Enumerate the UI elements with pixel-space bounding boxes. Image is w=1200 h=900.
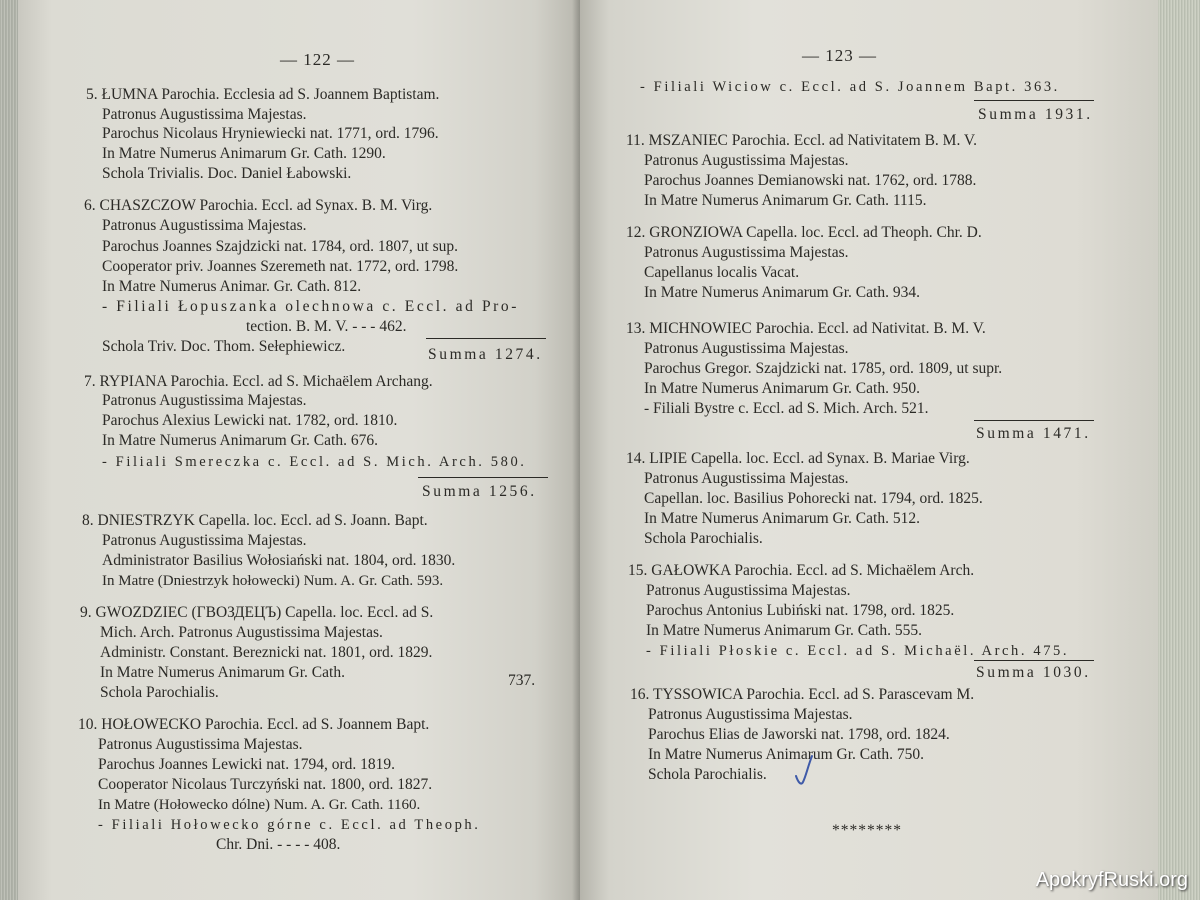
entry-8-line-2: Patronus Augustissima Majestas. [102,532,307,549]
entry-13-line-1: 13. MICHNOWIEC Parochia. Eccl. ad Nativitat. B. M. V. [626,320,986,337]
entry-6-line-3: Parochus Joannes Szajdzicki nat. 1784, ord. 1807, ut sup. [102,238,459,255]
entry-15-line-2: Patronus Augustissima Majestas. [646,582,851,599]
entry-13-summa: Summa 1471. [976,425,1091,442]
right-page-number: — 123 — [802,46,877,65]
entry-10-line-3: Parochus Joannes Lewicki nat. 1794, ord. 1819. [98,756,396,773]
entry-7-line-5: - Filiali Smereczka c. Eccl. ad S. Mich. Arch. 580. [102,454,527,470]
entry-10-line-2: Patronus Augustissima Majestas. [98,736,303,753]
entry-8-line-4: In Matre (Dniestrzyk hołowecki) Num. A. Gr. Cath. 593. [102,573,444,589]
right-page [580,0,1162,900]
entry-6-line-6: - Filiali Łopuszanka olechnowa c. Eccl. ad Pro- [102,298,520,315]
entry-11-line-2: Patronus Augustissima Majestas. [644,152,849,169]
entry-14-line-4: In Matre Numerus Animarum Gr. Cath. 512. [644,510,920,527]
entry-9-line-2: Mich. Arch. Patronus Augustissima Majestas. [100,624,383,641]
entry-6-line-1: 6. CHASZCZOW Parochia. Eccl. ad Synax. B. M. Virg. [84,197,433,214]
entry-9-line-3: Administr. Constant. Bereznicki nat. 1801, ord. 1829. [100,644,433,661]
entry-15-line-4: In Matre Numerus Animarum Gr. Cath. 555. [646,622,922,639]
entry-11-line-4: In Matre Numerus Animarum Gr. Cath. 1115. [644,192,927,209]
entry-5-line-4: In Matre Numerus Animarum Gr. Cath. 1290. [102,145,386,162]
book-edge-left [0,0,20,900]
entry-6-summa: Summa 1274. [428,346,543,363]
entry-6-line-8: Schola Triv. Doc. Thom. Sełephiewicz. [102,338,346,355]
entry-15-summa: Summa 1030. [976,664,1091,681]
entry-14-line-1: 14. LIPIE Capella. loc. Eccl. ad Synax. B. Mariae Virg. [626,450,970,467]
entry-5-line-3: Parochus Nicolaus Hryniewiecki nat. 1771, ord. 1796. [102,125,439,142]
entry-10-line-5: In Matre (Hołowecko dólne) Num. A. Gr. Cath. 1160. [98,797,421,813]
entry-8-line-1: 8. DNIESTRZYK Capella. loc. Eccl. ad S. Joann. Bapt. [82,512,428,529]
entry-7-line-1: 7. RYPIANA Parochia. Eccl. ad S. Michaëlem Archang. [84,373,433,390]
entry-16-line-1: 16. TYSSOWICA Parochia. Eccl. ad S. Parascevam M. [630,686,975,703]
entry-7-line-3: Parochus Alexius Lewicki nat. 1782, ord. 1810. [102,412,398,429]
entry-7-summa: Summa 1256. [422,483,537,500]
entry-9-line-1: 9. GWOZDZIEC (ГВОЗДЕЦЪ) Capella. loc. Eccl. ad S. [80,604,434,621]
entry-13-line-3: Parochus Gregor. Szajdzicki nat. 1785, ord. 1809, ut supr. [644,360,1003,377]
entry-6-summa-rule [426,338,546,339]
entry-15-summa-rule [974,660,1094,661]
entry-13-line-5: - Filiali Bystre c. Eccl. ad S. Mich. Arch. 521. [644,400,929,417]
entry-16-line-2: Patronus Augustissima Majestas. [648,706,853,723]
entry-10-line-7: Chr. Dni. - - - - 408. [216,836,341,853]
watermark-text: ApokryfRuski.org [1035,869,1188,891]
entry-6-line-5: In Matre Numerus Animar. Gr. Cath. 812. [102,278,362,295]
entry-6-line-2: Patronus Augustissima Majestas. [102,217,307,234]
entry-11-line-1: 11. MSZANIEC Parochia. Eccl. ad Nativitatem B. M. V. [626,132,977,149]
entry-15-line-5: - Filiali Płoskie c. Eccl. ad S. Michaël. Arch. 475. [646,643,1070,659]
entry-16-line-5: Schola Parochialis. [648,766,767,783]
entry-11-line-3: Parochus Joannes Demianowski nat. 1762, ord. 1788. [644,172,977,189]
entry-10-line-6: - Filiali Hołowecko górne c. Eccl. ad Theoph. [98,817,481,833]
left-page [18,0,580,900]
left-page-number: — 122 — [280,50,355,69]
entry-6-line-4: Cooperator priv. Joannes Szeremeth nat. 1772, ord. 1798. [102,258,459,275]
entry-16-line-3: Parochus Elias de Jaworski nat. 1798, ord. 1824. [648,726,950,743]
entry-7-summa-rule [418,477,548,478]
end-ornament: ******** [832,822,902,839]
entry-13-summa-rule [974,420,1094,421]
entry-5-line-1: 5. ŁUMNA Parochia. Ecclesia ad S. Joannem Baptistam. [86,86,440,103]
entry-10-line-1: 10. HOŁOWECKO Parochia. Eccl. ad S. Joannem Bapt. [78,716,430,733]
entry-7-line-4: In Matre Numerus Animarum Gr. Cath. 676. [102,432,378,449]
entry-9-line-5: Schola Parochialis. [100,684,219,701]
carryover-summa-rule [974,100,1094,101]
carryover-summa: Summa 1931. [978,106,1093,123]
entry-12-line-2: Patronus Augustissima Majestas. [644,244,849,261]
entry-10-line-4: Cooperator Nicolaus Turczyński nat. 1800, ord. 1827. [98,776,433,793]
entry-5-line-2: Patronus Augustissima Majestas. [102,106,307,123]
entry-9-line-4: In Matre Numerus Animarum Gr. Cath. [100,664,345,681]
book-edge-right [1158,0,1200,900]
entry-5-line-5: Schola Trivialis. Doc. Daniel Łabowski. [102,165,352,182]
entry-13-line-4: In Matre Numerus Animarum Gr. Cath. 950. [644,380,920,397]
entry-14-line-5: Schola Parochialis. [644,530,763,547]
entry-14-line-3: Capellan. loc. Basilius Pohorecki nat. 1794, ord. 1825. [644,490,983,507]
entry-9-total: 737. [508,672,536,689]
entry-15-line-1: 15. GAŁOWKA Parochia. Eccl. ad S. Michaëlem Arch. [628,562,975,579]
entry-12-line-4: In Matre Numerus Animarum Gr. Cath. 934. [644,284,920,301]
entry-13-line-2: Patronus Augustissima Majestas. [644,340,849,357]
entry-6-line-7: tection. B. M. V. - - - 462. [246,318,407,335]
entry-14-line-2: Patronus Augustissima Majestas. [644,470,849,487]
entry-15-line-3: Parochus Antonius Lubiński nat. 1798, ord. 1825. [646,602,955,619]
entry-12-line-1: 12. GRONZIOWA Capella. loc. Eccl. ad Theoph. Chr. D. [626,224,982,241]
carryover-line: - Filiali Wiciow c. Eccl. ad S. Joannem Bapt. 363. [640,79,1060,95]
entry-8-line-3: Administrator Basilius Wołosiański nat. 1804, ord. 1830. [102,552,456,569]
entry-12-line-3: Capellanus localis Vacat. [644,264,800,281]
entry-16-line-4: In Matre Numerus Animarum Gr. Cath. 750. [648,746,924,763]
pen-check-mark-icon [790,752,818,792]
entry-7-line-2: Patronus Augustissima Majestas. [102,392,307,409]
